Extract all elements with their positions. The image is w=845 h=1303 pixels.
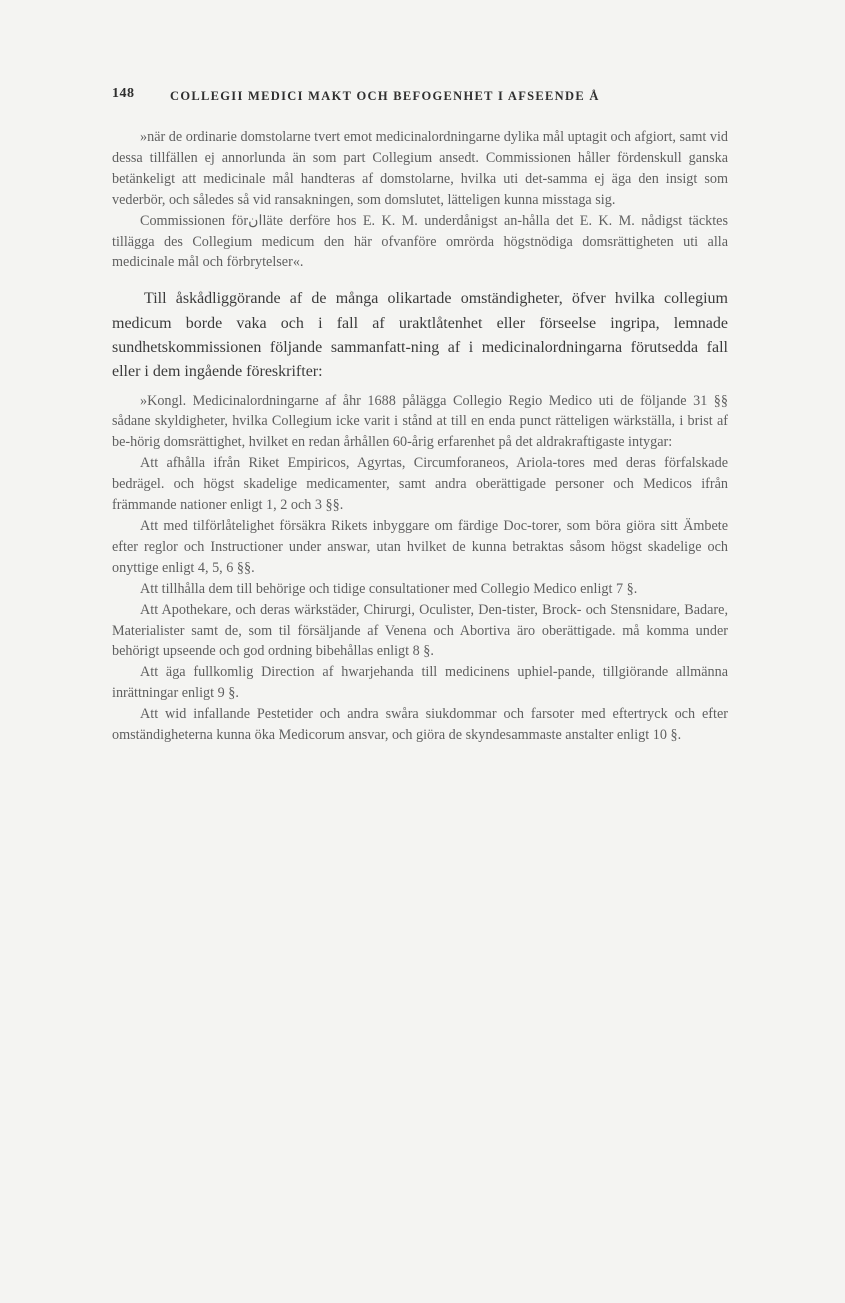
quote-lead-paragraph: »Kongl. Medicinalordningarne af åhr 1688 pålägga Collegio Regio Medico uti de följande 31 §§ sådane skyldigheter, hvilka Collegium icke varit i stånd at till en enda punct rätteligen wärkställa, i brist af be-hörig domsrättighet, hvilket en redan århållen 60-årig erfarenhet på det aldrakraftigaste intygar:: [112, 392, 728, 451]
running-head: COLLEGII MEDICI MAKT OCH BEFOGENHET I AFSEENDE Å: [170, 89, 600, 103]
regulation-item: Att tillhålla dem till behörige och tidige consultationer med Collegio Medico enligt 7 §.: [140, 580, 638, 597]
regulation-item: Att äga fullkomlig Direction af hwarjehanda till medicinens uphiel-pande, tillgiörande allmänna inrättningar enligt 9 §.: [112, 664, 728, 702]
quote-paragraph: Commissionen förانläte derföre hos E. K. M. underdånigst an-hålla det E. K. M. nådigst täcktes tillägga des Collegium medicum den här ofvanföre omrörda högstnödiga domsrättigheten uti alla medicinale mål och förbrytelser«.: [112, 212, 728, 271]
regulation-item: Att afhålla ifrån Riket Empiricos, Agyrtas, Circumforaneos, Ariola-tores med deras förfalskade bedrägel. och högst skadelige medicamenter, samt andra oberättigade personer och Medicos ifrån främmande nationer enligt 1, 2 och 3 §§.: [112, 455, 728, 514]
quote-block-bottom: [112, 391, 728, 746]
page-header: [112, 86, 732, 106]
quote-block-top: [112, 127, 728, 273]
main-text: [112, 287, 728, 384]
regulation-item: Att med tilförlåtelighet försäkra Rikets inbyggare om färdige Doc-torer, som böra giöra sitt Ämbete efter reglor och Instructioner under answar, utan hvilket de kunna betraktas såsom högst skadelige och onyttige enligt 4, 5, 6 §§.: [112, 517, 728, 576]
quote-paragraph: »när de ordinarie domstolarne tvert emot medicinalordningarne dylika mål uptagit och afgiort, samt vid dessa tillfällen ej annorlunda än som part Collegium ansedt. Commissionen håller fördenskull ganska betänkeligt att medicinale mål handteras af domstolarne, hvilka uti det-samma ej äga den insigt som vederbör, och således så vid ransakningen, som domslutet, lätteligen kunna misstaga sig.: [112, 129, 728, 208]
regulation-item: Att Apothekare, och deras wärkstäder, Chirurgi, Oculister, Den-tister, Brock- och Stensnidare, Badare, Materialister samt de, som til försäljande af Venena och Abortiva äro oberättigade. må komma under behörigt upseende och god ordning bibehållas enligt 8 §.: [112, 601, 728, 660]
regulation-item: Att wid infallande Pestetider och andra swåra siukdommar och farsoter med eftertryck och efter omständigheterna kunna öka Medicorum ansvar, och giöra de skyndesammaste anstalter enligt 10 §.: [112, 706, 728, 744]
body-paragraph: Till åskådliggörande af de många olikartade omständigheter, öfver hvilka collegium medicum borde vaka och i fall af uraktlåtenhet eller förseelse ingripa, lemnade sundhetskommissionen följande sammanfatt-ning af i medicinalordningarna förutsedda fall eller i dem ingående föreskrifter:: [112, 290, 728, 381]
page-body: [112, 127, 728, 746]
page-number: 148: [112, 86, 135, 101]
